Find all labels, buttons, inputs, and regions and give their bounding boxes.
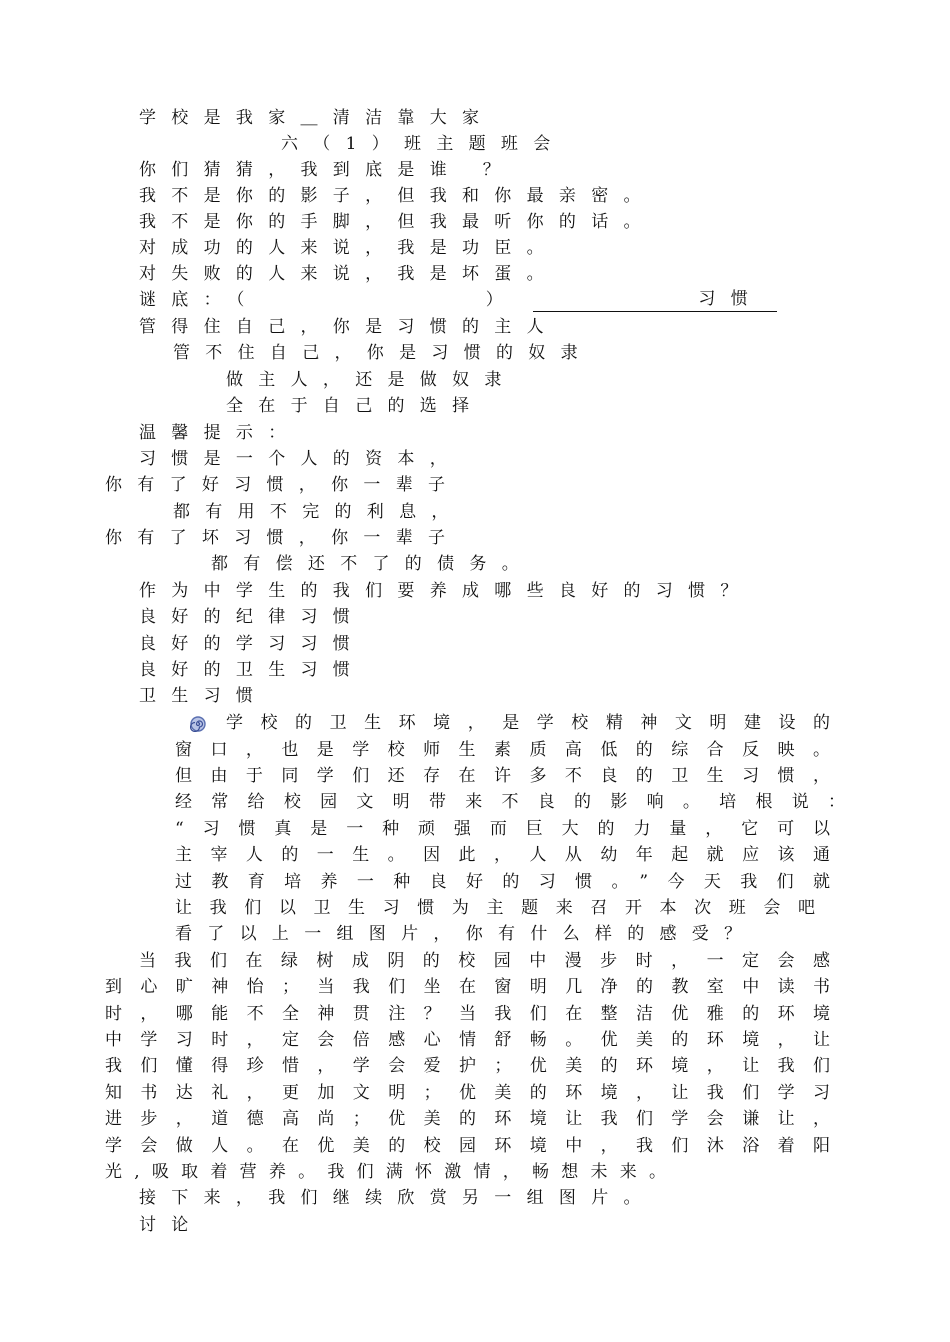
riddle-answer: 习惯: [698, 289, 763, 309]
tips-line-4: 你有了坏习惯，你一辈子: [105, 528, 461, 548]
riddle-intro: 你们猜猜，我到底是谁 ？: [139, 160, 516, 180]
habit-slave-line: 管不住自己，你是习惯的奴隶: [173, 343, 593, 363]
choice-line-2: 全在于自己的选择: [226, 396, 485, 416]
para2-line-2: 到心旷神怡；当我们坐在窗明几净的教室中读书: [105, 977, 830, 997]
para1-line-6: 主宰人的一生。因此，人从幼年起就应该通: [175, 845, 830, 865]
riddle-line-4: 对失败的人来说，我是坏蛋。: [139, 264, 559, 284]
riddle-line-1: 我不是你的影子，但我和你最亲密。: [139, 186, 656, 206]
para2-line-1: 当我们在绿树成阴的校园中漫步时，一定会感: [139, 951, 830, 971]
para2-line-6: 知书达礼，更加文明；优美的环境，让我们学习: [105, 1083, 830, 1103]
para1-line-7: 过教育培养一种良好的习惯。”今天我们就: [175, 872, 830, 892]
habit-master-line: 管得住自己，你是习惯的主人: [139, 317, 559, 337]
hygiene-heading: 卫生习惯: [139, 686, 269, 706]
tips-line-2: 你有了好习惯，你一辈子: [105, 475, 461, 495]
para1-line-8: 让我们以卫生习惯为主题来召开本次班会吧: [175, 898, 815, 918]
para2-line-4: 中学习时，定会倍感心情舒畅。优美的环境，让: [105, 1030, 830, 1050]
next-group-line: 接下来，我们继续欣赏另一组图片。: [139, 1188, 656, 1208]
spiral-bullet-icon: [190, 716, 206, 732]
habit-item-discipline: 良好的纪律习惯: [139, 607, 366, 627]
riddle-line-3: 对成功的人来说，我是功臣。: [139, 238, 559, 258]
doc-title: 学校是我家＿清洁靠大家: [139, 108, 495, 128]
para1-line-1: 学校的卫生环境，是学校精神文明建设的: [226, 713, 830, 733]
doc-subtitle: 六（1）班主题班会: [281, 134, 566, 154]
para1-line-2: 窗口，也是学校师生素质高低的综合反映。: [175, 740, 830, 760]
para1-line-4: 经常给校园文明带来不良的影响。培根说：: [175, 792, 845, 812]
answer-underline: [533, 287, 777, 312]
tips-heading: 温馨提示：: [139, 423, 301, 443]
choice-line-1: 做主人，还是做奴隶: [226, 370, 517, 390]
feeling-question: 看了以上一组图片，你有什么样的感受？: [175, 924, 757, 944]
tips-line-1: 习惯是一个人的资本，: [139, 449, 462, 469]
riddle-line-2: 我不是你的手脚，但我最听你的话。: [139, 212, 656, 232]
discussion-label: 讨论: [139, 1215, 204, 1235]
para1-line-3: 但由于同学们还存在许多不良的卫生习惯，: [175, 766, 830, 786]
para2-line-9: 光,吸取着营养。我们满怀激情，畅想未来。: [105, 1162, 679, 1182]
question-line: 作为中学生的我们要养成哪些良好的习惯？: [139, 581, 753, 601]
para2-line-7: 进步，道德高尚；优美的环境让我们学会谦让，: [105, 1109, 830, 1129]
para1-line-5: “习惯真是一种顽强而巨大的力量，它可以: [175, 819, 830, 839]
para2-line-8: 学会做人。在优美的校园环境中，我们沐浴着阳: [105, 1136, 830, 1156]
habit-item-hygiene: 良好的卫生习惯: [139, 660, 366, 680]
riddle-answer-label: 谜底：（ ）: [139, 290, 519, 310]
tips-line-3: 都有用不完的利息，: [173, 502, 464, 522]
para2-line-3: 时，哪能不全神贯注？当我们在整洁优雅的环境: [105, 1004, 830, 1024]
tips-line-5: 都有偿还不了的债务。: [211, 554, 534, 574]
habit-item-study: 良好的学习习惯: [139, 634, 366, 654]
para2-line-5: 我们懂得珍惜，学会爱护；优美的环境，让我们: [105, 1056, 830, 1076]
